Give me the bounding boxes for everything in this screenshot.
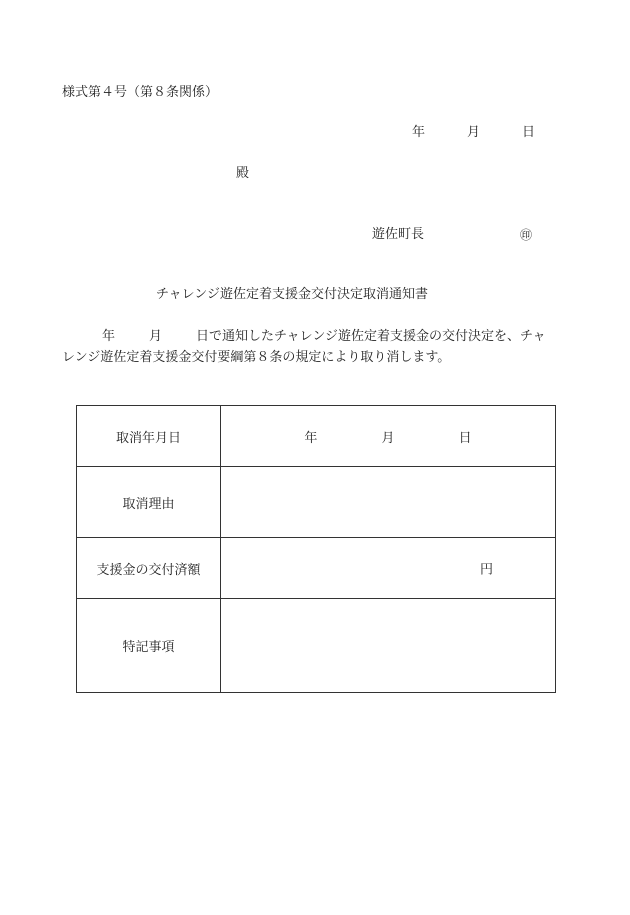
special-notes-value[interactable]	[221, 599, 556, 693]
date-month-label: 月	[467, 125, 481, 140]
paid-amount-value[interactable]	[221, 538, 556, 599]
paid-amount-label: 支援金の交付済額	[77, 538, 221, 599]
body-day-text: 日で通知したチャレンジ遊佐定着支援金の交付決定を、チャ	[196, 329, 546, 344]
cancel-month-unit: 月	[381, 430, 395, 446]
seal-mark: ㊞	[520, 228, 533, 242]
date-year-label: 年	[412, 125, 426, 140]
issuer-name: 遊佐町長	[372, 227, 425, 242]
cancel-date-label: 取消年月日	[77, 406, 221, 467]
body-month: 月	[149, 329, 163, 344]
info-table	[76, 405, 556, 693]
form-number: 様式第４号（第８条関係）	[62, 85, 219, 100]
cancel-reason-label: 取消理由	[77, 467, 221, 538]
body-line-1	[62, 326, 582, 347]
table-row	[77, 467, 556, 538]
body-line-2: レンジ遊佐定着支援金交付要綱第８条の規定により取り消します。	[62, 350, 451, 365]
table-row	[77, 599, 556, 693]
special-notes-label: 特記事項	[77, 599, 221, 693]
cancel-day-unit: 日	[458, 430, 472, 446]
body-year: 年	[102, 329, 116, 344]
body-text	[62, 326, 582, 368]
cancel-year-unit: 年	[304, 430, 318, 446]
cancel-reason-value[interactable]	[221, 467, 556, 538]
table-row	[77, 406, 556, 467]
cancel-date-value[interactable]	[221, 406, 556, 467]
document-title: チャレンジ遊佐定着支援金交付決定取消通知書	[156, 287, 428, 302]
addressee-suffix: 殿	[236, 166, 250, 181]
date-day-label: 日	[522, 125, 536, 140]
yen-unit: 円	[479, 562, 493, 578]
table-row	[77, 538, 556, 599]
